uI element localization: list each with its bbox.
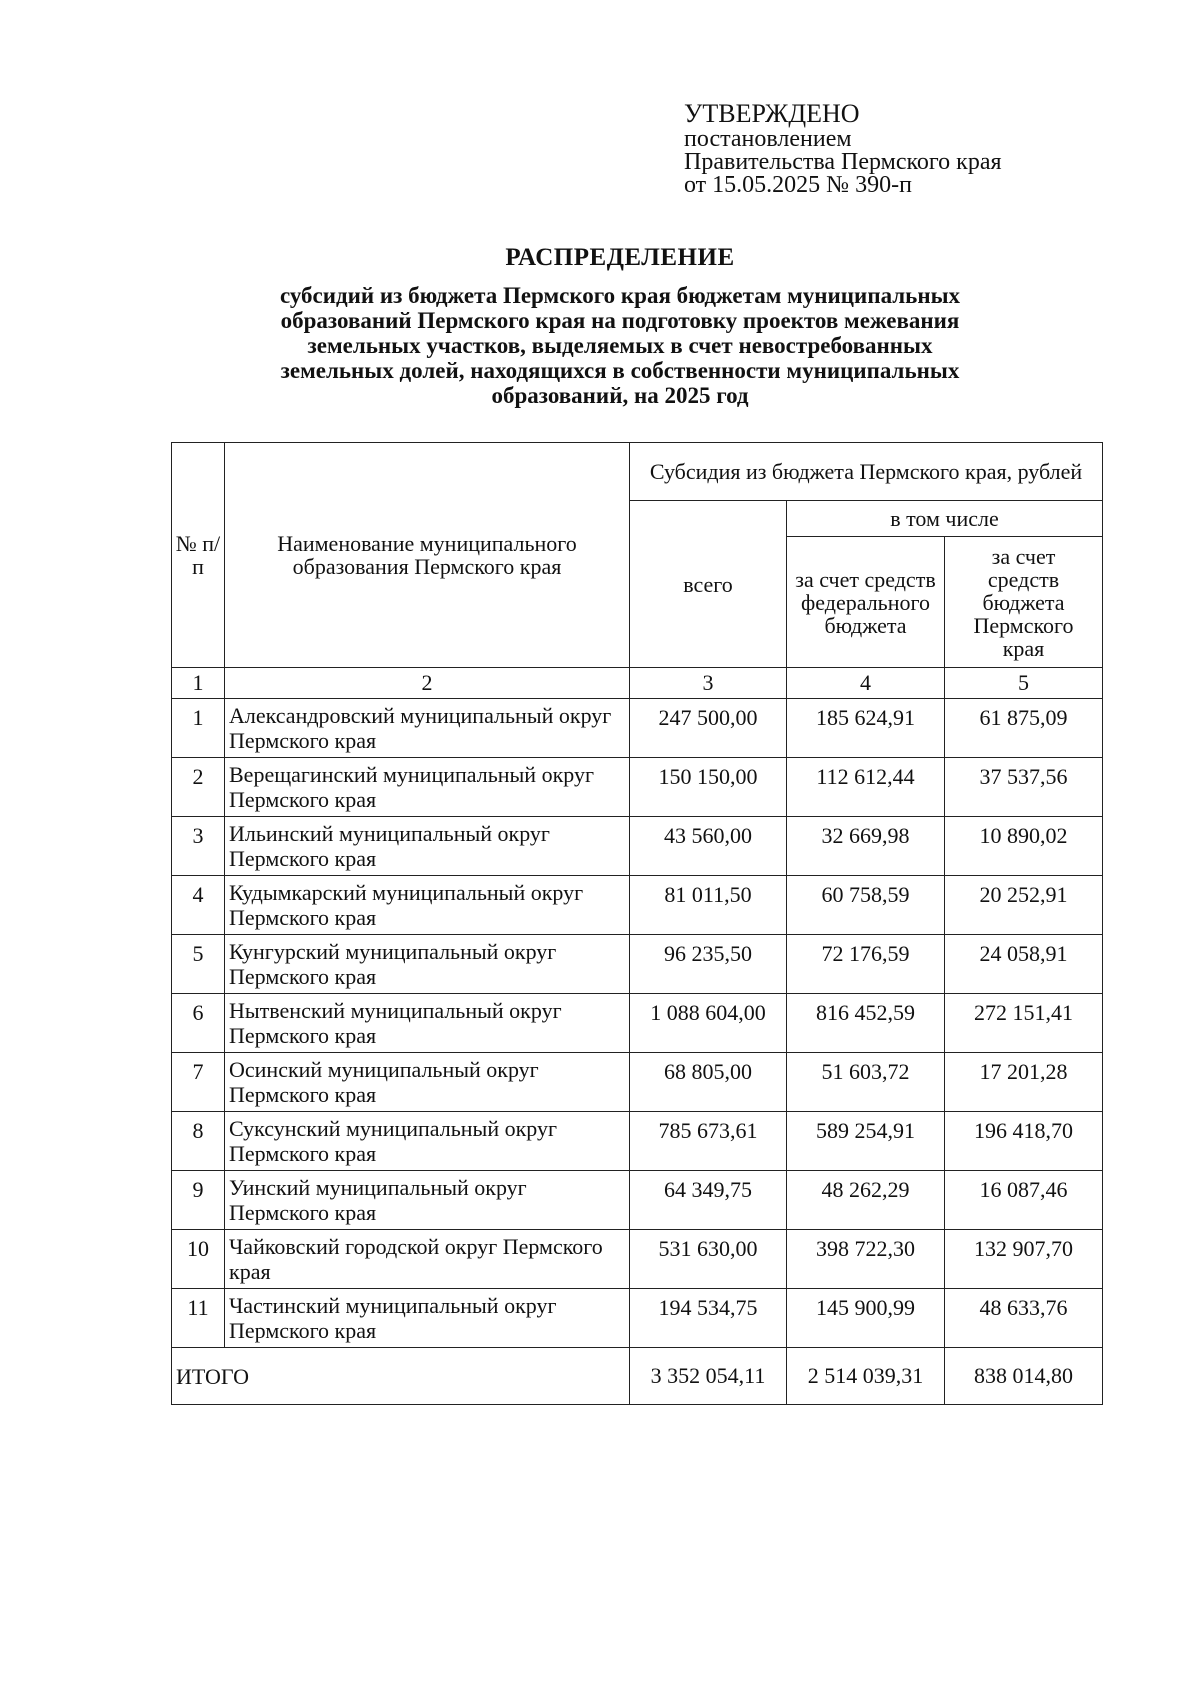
federal-value: 816 452,59 <box>787 994 945 1053</box>
total-value: 247 500,00 <box>630 699 787 758</box>
row-number: 4 <box>172 876 225 935</box>
approval-line: постановлением <box>684 126 852 152</box>
header-num: № п/п <box>172 443 225 668</box>
regional-value: 24 058,91 <box>945 935 1103 994</box>
subtitle-line: субсидий из бюджета Пермского края бюджетам муниципальных <box>279 283 961 308</box>
regional-value: 16 087,46 <box>945 1171 1103 1230</box>
header-subsidy: Субсидия из бюджета Пермского края, рублей <box>630 443 1103 501</box>
regional-value: 272 151,41 <box>945 994 1103 1053</box>
header-federal: за счет средств федерального бюджета <box>787 537 945 668</box>
approval-date-number: от 15.05.2025 № 390-п <box>684 172 912 198</box>
row-number: 11 <box>172 1289 225 1348</box>
regional-value: 20 252,91 <box>945 876 1103 935</box>
federal-value: 60 758,59 <box>787 876 945 935</box>
document-title: РАСПРЕДЕЛЕНИЕ <box>505 244 735 271</box>
table-row <box>172 817 1103 876</box>
regional-value: 17 201,28 <box>945 1053 1103 1112</box>
column-number: 3 <box>630 668 787 699</box>
header-name: Наименование муниципального образования Пермского края <box>225 443 630 668</box>
municipality-name: Суксунский муниципальный округ Пермского края <box>225 1112 630 1171</box>
total-row <box>172 1348 1103 1405</box>
municipality-name: Александровский муниципальный округ Пермского края <box>225 699 630 758</box>
federal-value: 112 612,44 <box>787 758 945 817</box>
federal-value: 72 176,59 <box>787 935 945 994</box>
table-row <box>172 994 1103 1053</box>
header-total: всего <box>630 501 787 668</box>
column-number: 1 <box>172 668 225 699</box>
total-value: 96 235,50 <box>630 935 787 994</box>
row-number: 8 <box>172 1112 225 1171</box>
regional-value: 37 537,56 <box>945 758 1103 817</box>
approval-heading: УТВЕРЖДЕНО <box>684 99 860 128</box>
total-label: ИТОГО <box>172 1348 630 1405</box>
total-value: 531 630,00 <box>630 1230 787 1289</box>
total-value: 81 011,50 <box>630 876 787 935</box>
regional-value: 48 633,76 <box>945 1289 1103 1348</box>
header-including: в том числе <box>787 501 1103 537</box>
grand-total-value: 3 352 054,11 <box>630 1348 787 1405</box>
total-value: 64 349,75 <box>630 1171 787 1230</box>
total-value: 1 088 604,00 <box>630 994 787 1053</box>
table-row <box>172 1112 1103 1171</box>
table-row <box>172 758 1103 817</box>
row-number: 6 <box>172 994 225 1053</box>
row-number: 9 <box>172 1171 225 1230</box>
table-row <box>172 935 1103 994</box>
column-number-row <box>172 668 1103 699</box>
regional-value: 10 890,02 <box>945 817 1103 876</box>
municipality-name: Нытвенский муниципальный округ Пермского края <box>225 994 630 1053</box>
table-row <box>172 1053 1103 1112</box>
header-regional: за счет средств бюджета Пермского края <box>945 537 1103 668</box>
municipality-name: Чайковский городской округ Пермского края <box>225 1230 630 1289</box>
column-number: 4 <box>787 668 945 699</box>
municipality-name: Частинский муниципальный округ Пермского края <box>225 1289 630 1348</box>
federal-value: 589 254,91 <box>787 1112 945 1171</box>
federal-value: 32 669,98 <box>787 817 945 876</box>
municipality-name: Кунгурский муниципальный округ Пермского края <box>225 935 630 994</box>
table-row <box>172 1171 1103 1230</box>
column-number: 2 <box>225 668 630 699</box>
total-value: 68 805,00 <box>630 1053 787 1112</box>
regional-value: 132 907,70 <box>945 1230 1103 1289</box>
distribution-table <box>171 442 1103 1405</box>
table-row <box>172 699 1103 758</box>
regional-value: 196 418,70 <box>945 1112 1103 1171</box>
table-row <box>172 876 1103 935</box>
municipality-name: Кудымкарский муниципальный округ Пермского края <box>225 876 630 935</box>
approval-stamp <box>684 100 1002 197</box>
total-value: 785 673,61 <box>630 1112 787 1171</box>
table-row <box>172 1230 1103 1289</box>
document-subtitle <box>190 283 1050 408</box>
federal-value: 185 624,91 <box>787 699 945 758</box>
grand-federal-value: 2 514 039,31 <box>787 1348 945 1405</box>
municipality-name: Осинский муниципальный округ Пермского края <box>225 1053 630 1112</box>
total-value: 194 534,75 <box>630 1289 787 1348</box>
federal-value: 48 262,29 <box>787 1171 945 1230</box>
federal-value: 398 722,30 <box>787 1230 945 1289</box>
column-number: 5 <box>945 668 1103 699</box>
municipality-name: Уинский муниципальный округ Пермского края <box>225 1171 630 1230</box>
subtitle-line: образований, на 2025 год <box>491 383 749 408</box>
row-number: 3 <box>172 817 225 876</box>
total-value: 43 560,00 <box>630 817 787 876</box>
subtitle-line: образований Пермского края на подготовку проектов межевания <box>280 308 960 333</box>
table-row <box>172 1289 1103 1348</box>
federal-value: 51 603,72 <box>787 1053 945 1112</box>
row-number: 1 <box>172 699 225 758</box>
total-value: 150 150,00 <box>630 758 787 817</box>
subtitle-line: земельных долей, находящихся в собственности муниципальных <box>280 358 960 383</box>
federal-value: 145 900,99 <box>787 1289 945 1348</box>
municipality-name: Верещагинский муниципальный округ Пермского края <box>225 758 630 817</box>
row-number: 5 <box>172 935 225 994</box>
row-number: 7 <box>172 1053 225 1112</box>
regional-value: 61 875,09 <box>945 699 1103 758</box>
approval-line: Правительства Пермского края <box>684 149 1002 175</box>
subtitle-line: земельных участков, выделяемых в счет невостребованных <box>307 333 933 358</box>
row-number: 10 <box>172 1230 225 1289</box>
grand-regional-value: 838 014,80 <box>945 1348 1103 1405</box>
municipality-name: Ильинский муниципальный округ Пермского края <box>225 817 630 876</box>
row-number: 2 <box>172 758 225 817</box>
